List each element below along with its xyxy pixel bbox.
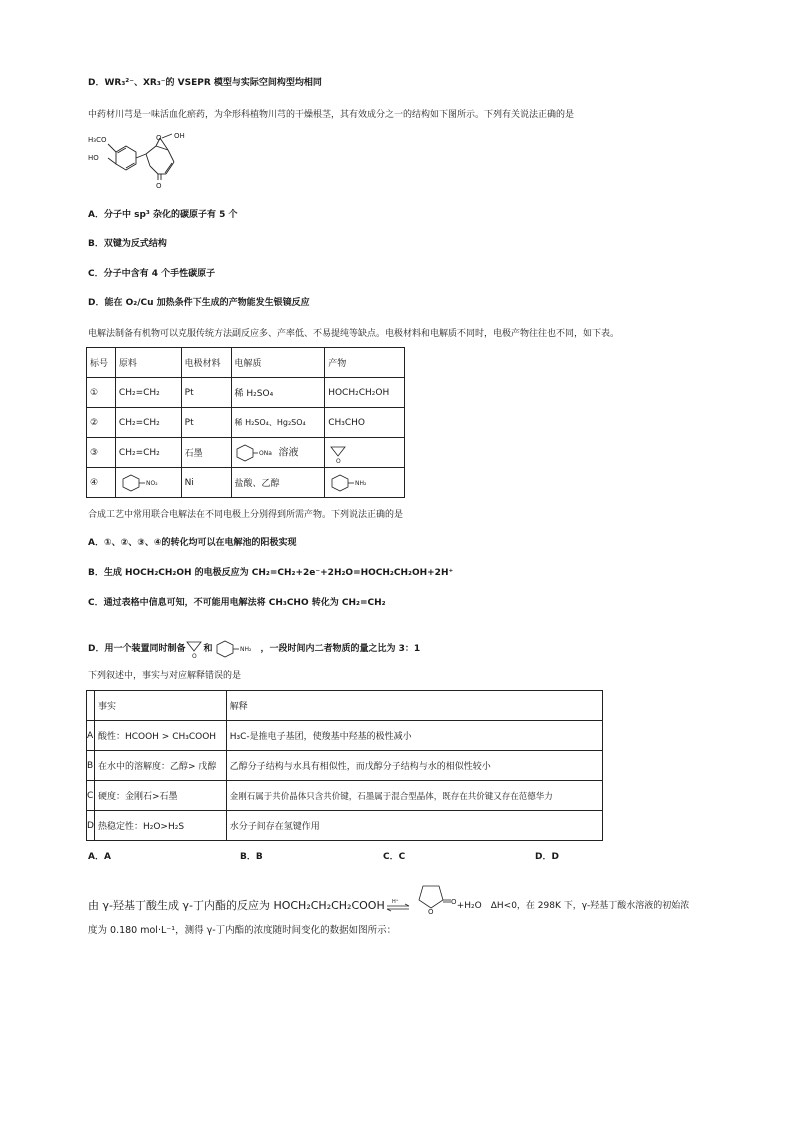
fact-explanation-table [86, 690, 603, 841]
table-cell: Pt [181, 408, 231, 438]
table-cell: 金刚石属于共价晶体只含共价键，石墨属于混合型晶体，既存在共价键又存在范德华力 [226, 781, 602, 811]
q3-choice-c: C．C [383, 852, 406, 862]
q4-line2: 度为 0.180 mol·L⁻¹，测得 γ-丁内酯的浓度随时间变化的数据如图所示： [88, 925, 397, 936]
table-cell: 酸性：HCOOH > CH₃COOH [94, 721, 226, 751]
table-header-cell: 原料 [115, 348, 181, 378]
table-cell: ② [87, 408, 116, 438]
q3-choice-b: B．B [240, 852, 263, 862]
table-cell: B [87, 751, 95, 781]
table-row [87, 378, 405, 408]
oh-label: OH [174, 132, 185, 140]
table-header-cell: 电解质 [231, 348, 325, 378]
q2-option-d-and: 和 [203, 644, 213, 654]
table-cell [115, 468, 181, 498]
q1-stem: 中药材川芎是一味活血化瘀药，为伞形科植物川芎的干燥根茎，其有效成分之一的结构如下图所示。下列有关说法正确的是 [88, 110, 575, 120]
table-cell: Pt [181, 378, 231, 408]
table-cell: CH₃CHO [325, 408, 405, 438]
q4-line1 [88, 896, 689, 916]
table-row [87, 751, 603, 781]
table-row [87, 438, 405, 468]
table-header-cell: 标号 [87, 348, 116, 378]
electrolysis-table [86, 347, 405, 498]
ethylene-oxide-inline [185, 638, 203, 660]
table-cell: ④ [87, 468, 116, 498]
q2-option-d [88, 638, 420, 660]
chuanxiong-structure-figure [86, 130, 196, 196]
table-cell: CH₂=CH₂ [115, 438, 181, 468]
q4-line1-post: +H₂O ΔH<0，在 298K 下，γ-羟基丁酸水溶液的初始浓 [456, 901, 690, 911]
nitrobenzene-structure [119, 472, 167, 494]
q2-option-c: C．通过表格中信息可知，不可能用电解法将 CH₃CHO 转化为 CH₂=CH₂ [88, 598, 386, 608]
bridge-o-label: O [156, 134, 162, 142]
table-cell: CH₂=CH₂ [115, 408, 181, 438]
solution-label: 溶液 [278, 447, 299, 458]
q2-stem: 电解法制备有机物可以克服传统方法副反应多、产率低、不易提纯等缺点。电极材料和电解质不同时，电极产物往往也不同，如下表。 [88, 329, 620, 339]
prev-option-d: D．WR₃²⁻、XR₃⁻的 VSEPR 模型与实际空间构型均相同 [88, 78, 322, 88]
q2-after: 合成工艺中常用联合电解法在不同电极上分别得到所需产物。下列说法正确的是 [88, 510, 404, 520]
table-cell: 盐酸、乙醇 [231, 468, 325, 498]
q1-option-a: A．分子中 sp³ 杂化的碳原子有 5 个 [88, 210, 238, 220]
table-cell: 硬度：金刚石>石墨 [94, 781, 226, 811]
sodium-phenoxide-structure [235, 442, 279, 464]
q2-option-b: B．生成 HOCH₂CH₂OH 的电极反应为 CH₂=CH₂+2e⁻+2H₂O=HOCH₂CH₂OH+2H⁺ [88, 568, 454, 578]
table-cell: D [87, 811, 95, 841]
table-cell: ① [87, 378, 116, 408]
table-cell: HOCH₂CH₂OH [325, 378, 405, 408]
table-header-cell [87, 691, 95, 721]
table-cell [325, 468, 405, 498]
table-cell: CH₂=CH₂ [115, 378, 181, 408]
q3-choice-d: D．D [535, 852, 559, 862]
table-cell: Ni [181, 468, 231, 498]
q4-line1-pre: 由 γ-羟基丁酸生成 γ-丁内酯的反应为 HOCH₂CH₂CH₂COOH [88, 899, 385, 912]
table-header-cell: 事实 [94, 691, 226, 721]
nh2-label: NH₂ [355, 479, 367, 487]
ring-o-label: O [427, 908, 434, 916]
table-row [87, 781, 603, 811]
carbonyl-o-label: O [450, 898, 457, 906]
hydroxy-label: HO [88, 154, 99, 162]
epoxide-o-label: O [336, 457, 341, 464]
q1-option-d: D．能在 O₂/Cu 加热条件下生成的产物能发生银镜反应 [88, 298, 310, 308]
table-row [87, 811, 603, 841]
table-header-row [87, 348, 405, 378]
table-cell: A [87, 721, 95, 751]
q3-choice-a: A．A [88, 852, 111, 862]
q1-option-c: C．分子中含有 4 个手性碳原子 [88, 269, 216, 279]
table-header-cell: 产物 [325, 348, 405, 378]
equilibrium-arrow [385, 896, 411, 916]
table-cell: ③ [87, 438, 116, 468]
aniline-structure [328, 472, 376, 494]
carbonyl-o-label: O [156, 182, 162, 190]
table-row [87, 468, 405, 498]
no2-label: NO₂ [145, 479, 158, 487]
table-cell: H₃C-是推电子基团，使羧基中羟基的极性减小 [226, 721, 602, 751]
butyrolactone-structure [411, 880, 457, 916]
methoxy-label: H₃CO [88, 136, 107, 144]
arrow-catalyst-label: H⁺ [391, 899, 399, 905]
table-cell: 稀 H₂SO₄ [231, 378, 325, 408]
table-cell: 稀 H₂SO₄、Hg₂SO₄ [231, 408, 325, 438]
table-header-cell: 解释 [226, 691, 602, 721]
inline-epoxide-o: O [192, 653, 198, 660]
ethylene-oxide-structure [328, 442, 348, 464]
table-cell: C [87, 781, 95, 811]
q2-option-d-post: ，一段时间内二者物质的量之比为 3：1 [260, 644, 421, 654]
q2-option-a: A．①、②、③、④的转化均可以在电解池的阳极实现 [88, 538, 297, 548]
table-header-cell: 电极材料 [181, 348, 231, 378]
table-row [87, 408, 405, 438]
aniline-inline [213, 638, 261, 660]
table-cell: 水分子间存在氢键作用 [226, 811, 602, 841]
ona-label: ONa [258, 449, 272, 457]
table-cell: 石墨 [181, 438, 231, 468]
table-cell [231, 438, 325, 468]
q3-stem: 下列叙述中，事实与对应解释错误的是 [88, 671, 242, 681]
q1-option-b: B．双键为反式结构 [88, 239, 167, 249]
table-cell [325, 438, 405, 468]
table-cell: 乙醇分子结构与水具有相似性，而戊醇分子结构与水的相似性较小 [226, 751, 602, 781]
table-row [87, 721, 603, 751]
table-cell: 在水中的溶解度：乙醇> 戊醇 [94, 751, 226, 781]
inline-nh2-label: NH₂ [239, 646, 251, 653]
table-header-row [87, 691, 603, 721]
q2-option-d-pre: D．用一个装置同时制备 [88, 644, 186, 654]
table-cell: 热稳定性：H₂O>H₂S [94, 811, 226, 841]
